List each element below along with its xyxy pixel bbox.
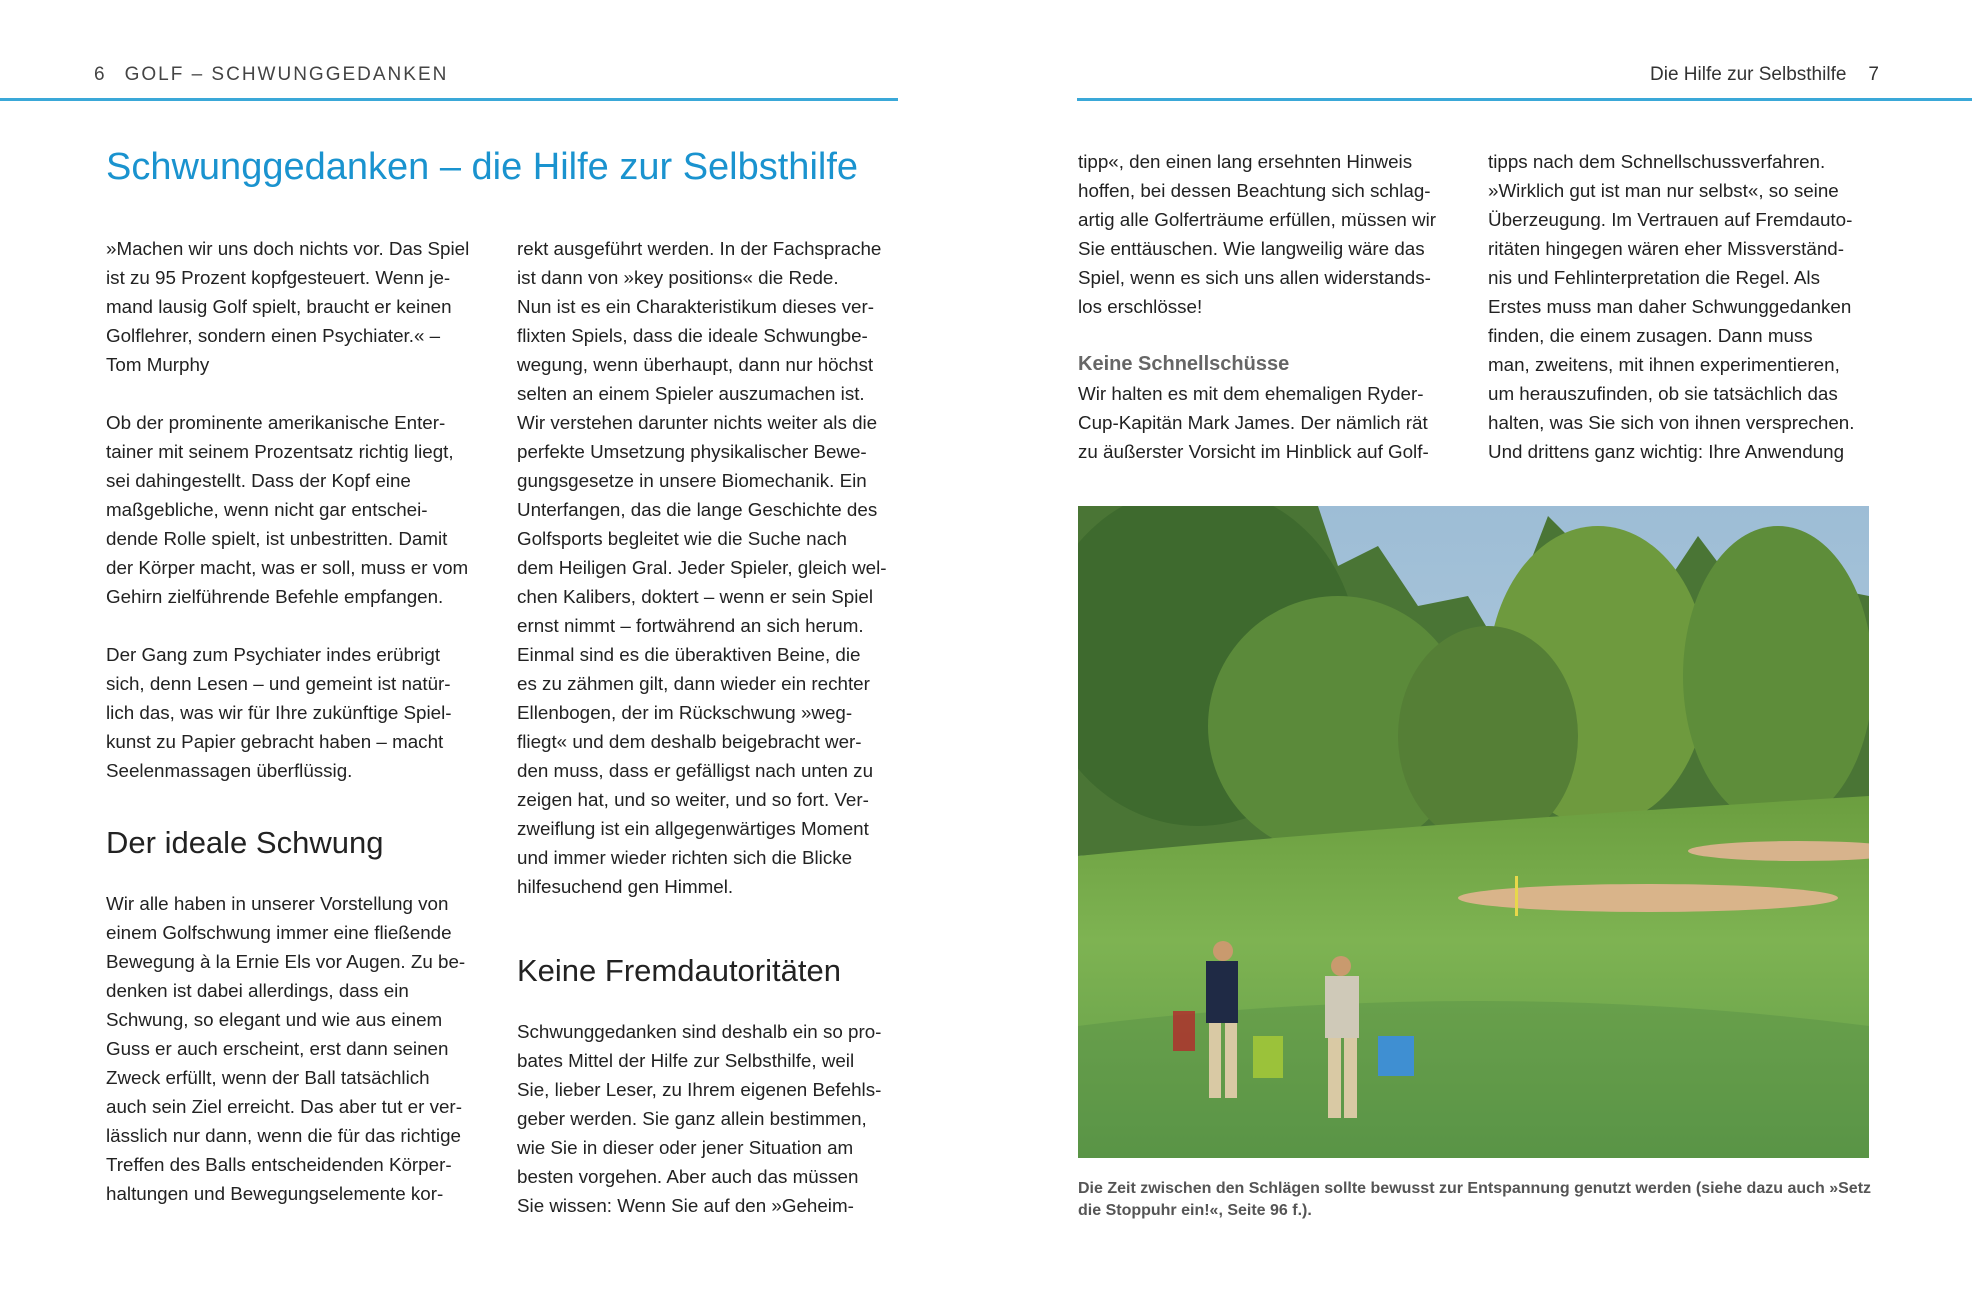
body-paragraph: Der Gang zum Psychiater indes erübrigt sich, denn Lesen – und gemeint ist natür- lich das, was wir für Ihre zukünftige Spiel- kunst zu Papier gebracht haben – macht Seelenmassagen überflüssig. (106, 644, 452, 781)
body-paragraph: tipp«, den einen lang ersehnten Hinweis hoffen, bei dessen Beachtung sich schlag- artig alle Golferträume erfüllen, müssen wir Sie enttäuschen. Wie langweilig wäre das Spiel, wenn es sich uns allen widerstands- los erschlösse! (1078, 151, 1437, 317)
running-head-left (94, 64, 448, 86)
running-head-text: GOLF – SCHWUNGGEDANKEN (124, 64, 449, 85)
text-column-1 (106, 234, 486, 1208)
section-heading: Keine Fremdautoritäten (517, 953, 841, 988)
running-head-right (1650, 64, 1879, 86)
page-number: 6 (94, 64, 105, 85)
page-number: 7 (1868, 64, 1879, 85)
quote-paragraph: »Machen wir uns doch nichts vor. Das Spiel ist zu 95 Prozent kopfgesteuert. Wenn je- mand lausig Golf spielt, braucht er keinen Golflehrer, sondern einen Psychiater.« – Tom Murphy (106, 238, 470, 375)
golf-course-image (1078, 506, 1869, 1158)
photo-caption: Die Zeit zwischen den Schlägen sollte bewusst zur Entspannung genutzt werden (siehe dazu auch »Setz die Stoppuhr ein!«, Seite 96 f.). (1078, 1180, 1872, 1219)
header-rule (0, 98, 898, 101)
body-paragraph: Wir alle haben in unserer Vorstellung von einem Golfschwung immer eine fließende Bewegung à la Ernie Els vor Augen. Zu be- denken ist dabei allerdings, dass ein Schwung, so elegant und wie aus einem Guss er auch erscheint, erst dann seinen Zweck erfüllt, wenn der Ball tatsächlich auch sein Ziel erreicht. Das aber tut er ver- lässlich nur dann, wenn die für das richtige Treffen des Balls entscheidenden Körper- haltungen und Bewegungselemente kor- (106, 893, 466, 1204)
chapter-title: Schwunggedanken – die Hilfe zur Selbsthilfe (106, 146, 859, 188)
body-paragraph: rekt ausgeführt werden. In der Fachsprache ist dann von »key positions« die Rede. Nun ist es ein Charakteristikum dieses ver- flixten Spiels, dass die ideale Schwungbe- wegung, wenn überhaupt, dann nur höchst selten an einem Spieler auszumachen ist. Wir verstehen darunter nichts weiter als die perfekte Umsetzung physikalischer Bewe- gungsgesetze in unsere Biomechanik. Ein Unterfangen, das die lange Geschichte des Golfsports begleitet wie die Suche nach dem Heiligen Gral. Jeder Spieler, gleich wel- chen Kalibers, doktert – wenn er sein Spiel ernst nimmt – fortwährend an sich herum. Einmal sind es die überaktiven Beine, die es zu zähmen gilt, dann wieder ein rechter Ellenbogen, der im Rückschwung »weg- fliegt« und dem deshalb beigebracht wer- den muss, dass er gefälligst nach unten zu zeigen hat, und so weiter, und so fort. Ver- zweiflung ist ein allgegenwärtiges Moment und immer wieder richten sich die Blicke hilfesuchend gen Himmel. (517, 238, 887, 897)
body-paragraph: Wir halten es mit dem ehemaligen Ryder- Cup-Kapitän Mark James. Der nämlich rät zu äußerster Vorsicht im Hinblick auf Golf- (1078, 383, 1429, 462)
body-paragraph: Schwunggedanken sind deshalb ein so pro- bates Mittel der Hilfe zur Selbsthilfe, weil Sie, lieber Leser, zu Ihrem eigenen Befehls- geber werden. Sie ganz allein bestimmen, wie Sie in dieser oder jener Situation am besten vorgehen. Aber auch das müssen Sie wissen: Wenn Sie auf den »Geheim- (517, 1021, 882, 1216)
subheading: Keine Schnellschüsse (1078, 353, 1290, 375)
golf-photo (1078, 506, 1869, 1158)
body-paragraph: Ob der prominente amerikanische Enter- tainer mit seinem Prozentsatz richtig liegt, sei dahingestellt. Dass der Kopf eine maßgebliche, wenn nicht gar entschei- dende Rolle spielt, ist unbestritten. Damit der Körper macht, was er soll, muss er vom Gehirn zielführende Befehle empfangen. (106, 412, 469, 607)
header-rule (1077, 98, 1972, 101)
section-heading: Der ideale Schwung (106, 825, 384, 860)
left-page (0, 0, 898, 1299)
running-head-text: Die Hilfe zur Selbsthilfe (1650, 64, 1847, 85)
text-column-2 (517, 234, 902, 1220)
text-column-3 (1078, 147, 1473, 466)
text-column-4 (1488, 147, 1888, 466)
body-paragraph: tipps nach dem Schnellschussverfahren. »Wirklich gut ist man nur selbst«, so seine Überzeugung. Im Vertrauen auf Fremdauto- ritäten hingegen wären eher Missverständ- nis und Fehlinterpretation die Regel. Als Erstes muss man daher Schwunggedanken finden, die einem zusagen. Dann muss man, zweitens, mit ihnen experimentieren, um herauszufinden, ob sie tatsächlich das halten, was Sie sich von ihnen versprechen. Und drittens ganz wichtig: Ihre Anwendung (1488, 151, 1855, 462)
